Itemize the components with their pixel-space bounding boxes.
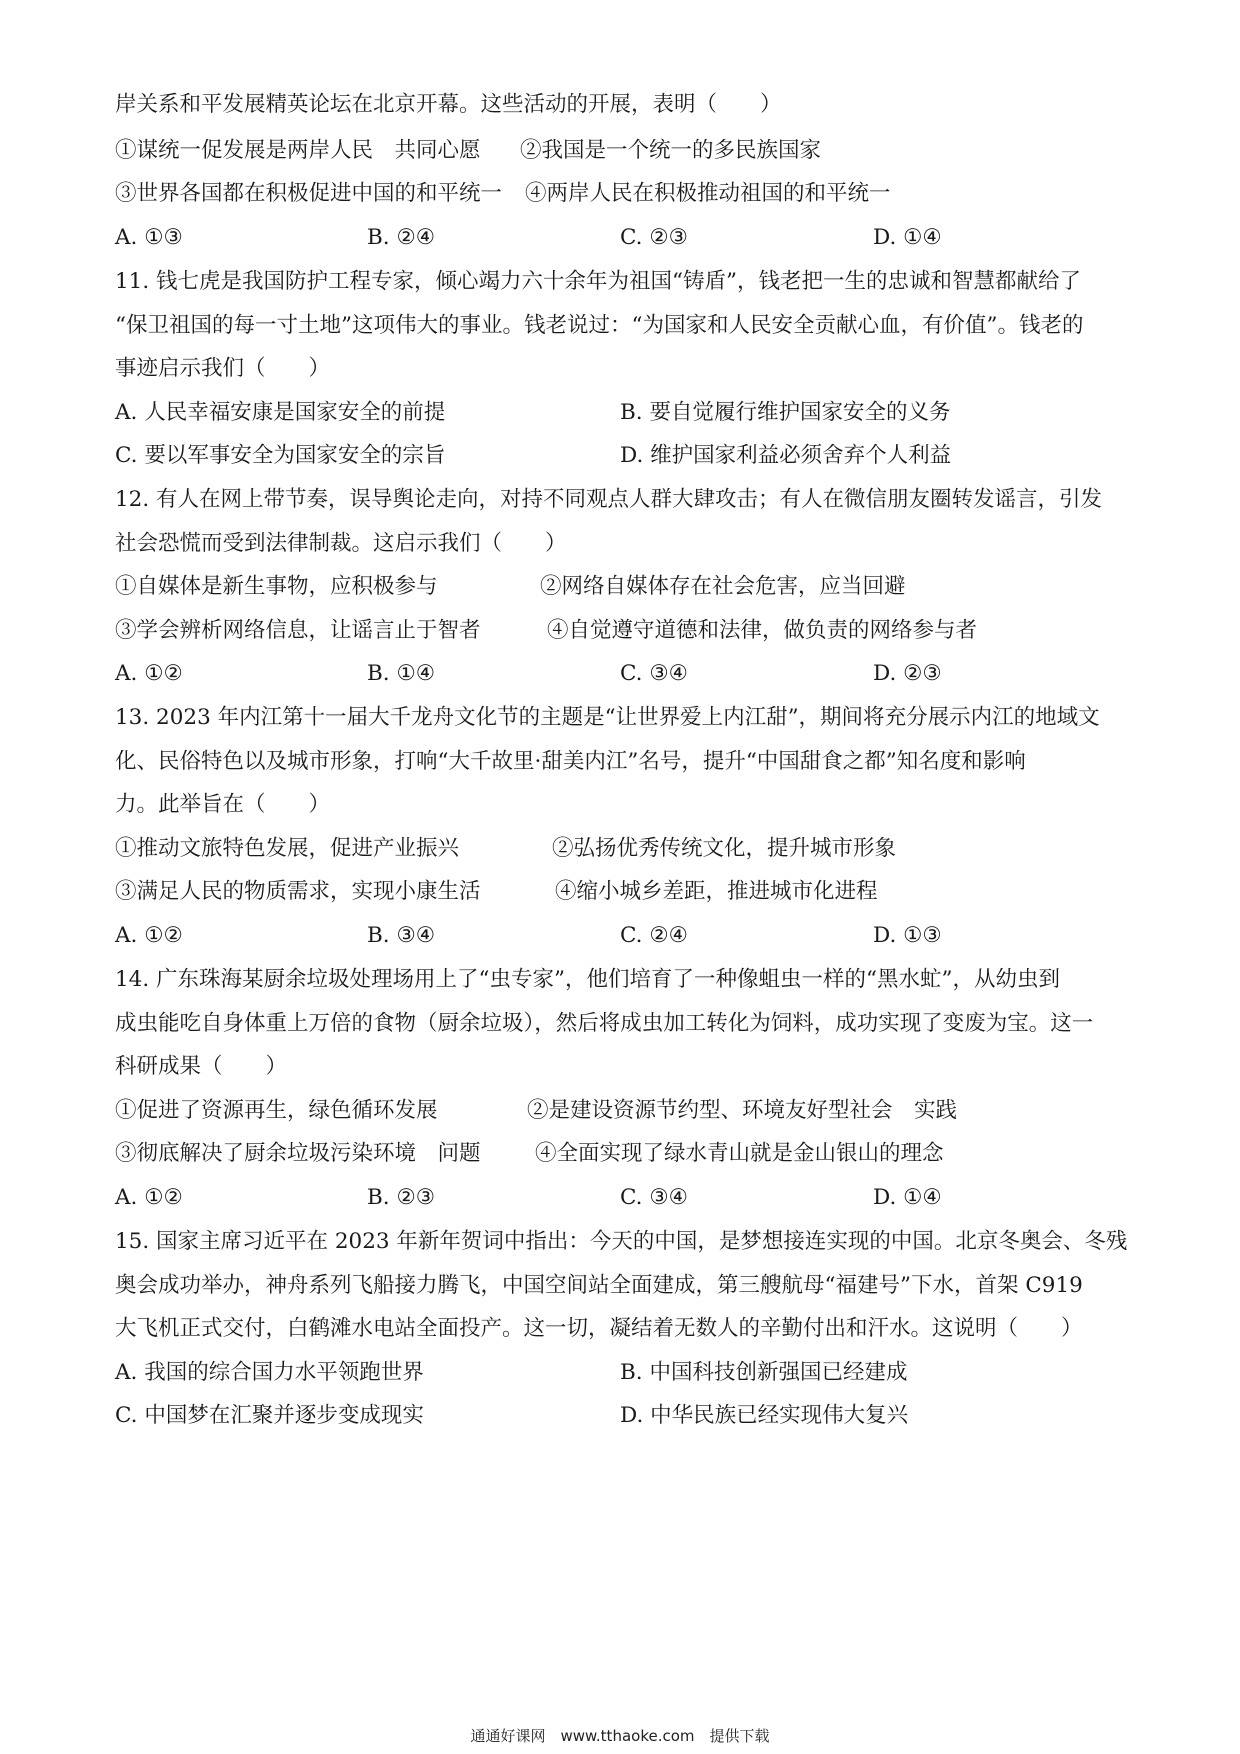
q13-choice-c: C. ②④ [620, 923, 688, 948]
q12-stem-line-2: 社会恐慌而受到法律制裁。这启示我们（ ） [115, 531, 567, 556]
q12-choice-c: C. ③④ [620, 661, 688, 686]
q12-choice-d: D. ②③ [873, 661, 942, 686]
q15-choice-d: D. 中华民族已经实现伟大复兴 [620, 1403, 909, 1428]
q12-stem-line-1: 12. 有人在网上带节奏，误导舆论走向，对持不同观点人群大肆攻击；有人在微信朋友圈转发谣言，引发 [115, 487, 1103, 512]
q14-statement-4: ④全面实现了绿水青山就是金山银山的理念 [535, 1141, 944, 1166]
q11-stem-line-3: 事迹启示我们（ ） [115, 356, 331, 381]
q12-choice-a: A. ①② [115, 661, 183, 686]
q13-statement-2: ②弘扬优秀传统文化，提升城市形象 [552, 836, 897, 861]
q10-choice-b: B. ②④ [367, 225, 436, 250]
q14-stem-line-1: 14. 广东珠海某厨余垃圾处理场用上了“虫专家”，他们培育了一种像蛆虫一样的“黑水虻”，从幼虫到 [115, 967, 1060, 992]
q14-choice-c: C. ③④ [620, 1185, 688, 1210]
q10-choice-a: A. ①③ [115, 225, 183, 250]
q12-statement-4: ④自觉遵守道德和法律，做负责的网络参与者 [547, 618, 978, 643]
q14-choice-a: A. ①② [115, 1185, 183, 1210]
q13-stem-line-2: 化、民俗特色以及城市形象，打响“大千故里·甜美内江”名号，提升“中国甜食之都”知名度和影响 [115, 749, 1026, 774]
q10-statement-1: ①谋统一促发展是两岸人民 共同心愿 [115, 138, 481, 163]
q10-choice-c: C. ②③ [620, 225, 688, 250]
q10-choice-d: D. ①④ [873, 225, 942, 250]
q13-statement-1: ①推动文旅特色发展，促进产业振兴 [115, 836, 460, 861]
q14-statement-1: ①促进了资源再生，绿色循环发展 [115, 1098, 438, 1123]
q11-choice-a: A. 人民幸福安康是国家安全的前提 [115, 400, 446, 425]
q10-stem: 岸关系和平发展精英论坛在北京开幕。这些活动的开展，表明（ ） [115, 92, 782, 117]
q15-choice-b: B. 中国科技创新强国已经建成 [620, 1360, 908, 1385]
q11-choice-d: D. 维护国家利益必须舍弃个人利益 [620, 443, 952, 468]
q15-stem-line-1: 15. 国家主席习近平在 2023 年新年贺词中指出：今天的中国，是梦想接连实现的中国。北京冬奥会、冬残 [115, 1229, 1128, 1254]
q11-stem-line-2: “保卫祖国的每一寸土地”这项伟大的事业。钱老说过：“为国家和人民安全贡献心血，有价值”。钱老的 [115, 313, 1084, 338]
q12-choice-b: B. ①④ [367, 661, 436, 686]
q13-choice-b: B. ③④ [367, 923, 436, 948]
q11-choice-c: C. 要以军事安全为国家安全的宗旨 [115, 443, 446, 468]
page-footer-watermark: 通通好课网 www.tthaoke.com 提供下载 [470, 1727, 770, 1745]
q14-statement-3: ③彻底解决了厨余垃圾污染环境 问题 [115, 1141, 481, 1166]
q15-choice-c: C. 中国梦在汇聚并逐步变成现实 [115, 1403, 424, 1428]
q11-stem-line-1: 11. 钱七虎是我国防护工程专家，倾心竭力六十余年为祖国“铸盾”，钱老把一生的忠诚和智慧都献给了 [115, 269, 1082, 294]
q10-statement-4: ④两岸人民在积极推动祖国的和平统一 [525, 181, 891, 206]
q14-statement-2: ②是建设资源节约型、环境友好型社会 实践 [527, 1098, 958, 1123]
q12-statement-3: ③学会辨析网络信息，让谣言止于智者 [115, 618, 481, 643]
q13-stem-line-3: 力。此举旨在（ ） [115, 792, 331, 817]
q13-statement-4: ④缩小城乡差距，推进城市化进程 [555, 879, 878, 904]
q15-choice-a: A. 我国的综合国力水平领跑世界 [115, 1360, 424, 1385]
q10-statement-3: ③世界各国都在积极促进中国的和平统一 [115, 181, 503, 206]
q14-choice-d: D. ①④ [873, 1185, 942, 1210]
q13-choice-d: D. ①③ [873, 923, 942, 948]
q12-statement-1: ①自媒体是新生事物，应积极参与 [115, 574, 438, 599]
q12-statement-2: ②网络自媒体存在社会危害，应当回避 [540, 574, 906, 599]
q10-statement-2: ②我国是一个统一的多民族国家 [520, 138, 822, 163]
q15-stem-line-3: 大飞机正式交付，白鹤滩水电站全面投产。这一切，凝结着无数人的辛勤付出和汗水。这说明（ ） [115, 1316, 1083, 1341]
q15-stem-line-2: 奥会成功举办，神舟系列飞船接力腾飞，中国空间站全面建成，第三艘航母“福建号”下水，首架 C919 [115, 1273, 1083, 1298]
q13-statement-3: ③满足人民的物质需求，实现小康生活 [115, 879, 481, 904]
q11-choice-b: B. 要自觉履行维护国家安全的义务 [620, 400, 951, 425]
q13-stem-line-1: 13. 2023 年内江第十一届大千龙舟文化节的主题是“让世界爱上内江甜”，期间将充分展示内江的地域文 [115, 705, 1100, 730]
q14-choice-b: B. ②③ [367, 1185, 436, 1210]
q14-stem-line-2: 成虫能吃自身体重上万倍的食物（厨余垃圾），然后将成虫加工转化为饲料，成功实现了变废为宝。这一 [115, 1011, 1094, 1036]
q13-choice-a: A. ①② [115, 923, 183, 948]
q14-stem-line-3: 科研成果（ ） [115, 1054, 288, 1079]
